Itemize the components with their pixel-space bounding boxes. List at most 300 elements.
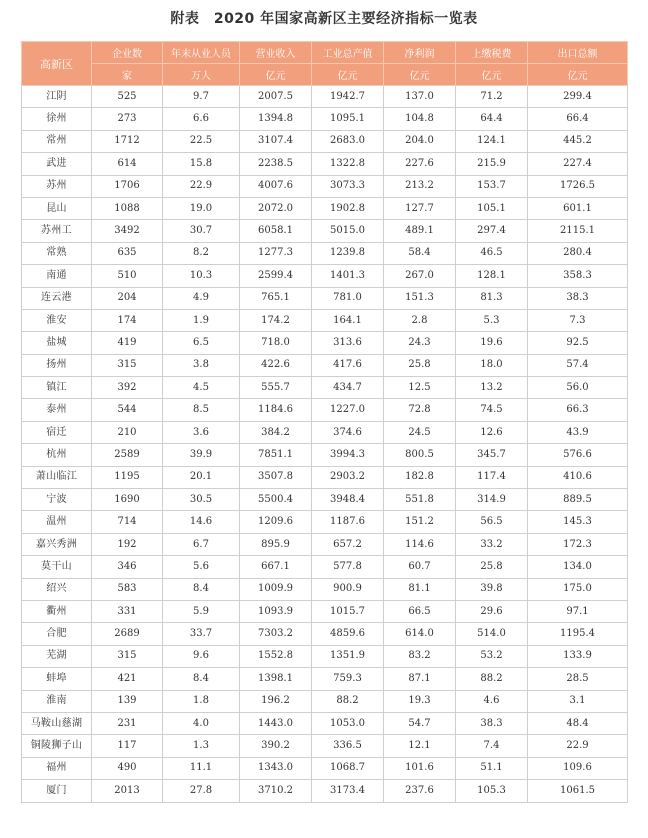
employees-cell: 8.5 [163, 399, 240, 421]
zone-name-cell: 常州 [22, 130, 92, 152]
revenue-cell: 1209.6 [240, 511, 312, 533]
export-cell: 43.9 [528, 421, 628, 443]
table-row [22, 712, 628, 734]
export-cell: 66.4 [528, 108, 628, 130]
export-cell: 56.0 [528, 377, 628, 399]
employees-cell: 6.6 [163, 108, 240, 130]
zone-name-cell: 杭州 [22, 444, 92, 466]
industrial-output-cell: 4859.6 [312, 623, 384, 645]
revenue-cell: 1343.0 [240, 757, 312, 779]
net-profit-cell: 19.3 [384, 690, 456, 712]
industrial-output-cell: 3173.4 [312, 780, 384, 802]
export-cell: 1726.5 [528, 175, 628, 197]
table-row [22, 466, 628, 488]
revenue-cell: 7303.2 [240, 623, 312, 645]
zone-name-cell: 南通 [22, 265, 92, 287]
net-profit-cell: 87.1 [384, 668, 456, 690]
employees-cell: 5.9 [163, 600, 240, 622]
taxes-cell: 56.5 [456, 511, 528, 533]
export-cell: 601.1 [528, 197, 628, 219]
revenue-cell: 2072.0 [240, 197, 312, 219]
employees-cell: 22.9 [163, 175, 240, 197]
zone-name-cell: 武进 [22, 153, 92, 175]
revenue-cell: 384.2 [240, 421, 312, 443]
zone-name-cell: 昆山 [22, 197, 92, 219]
net-profit-cell: 12.5 [384, 377, 456, 399]
zone-name-cell: 徐州 [22, 108, 92, 130]
enterprise-count-cell: 525 [92, 86, 163, 108]
zone-name-cell: 泰州 [22, 399, 92, 421]
zone-name-cell: 宿迁 [22, 421, 92, 443]
employees-cell: 1.3 [163, 735, 240, 757]
net-profit-cell: 24.3 [384, 332, 456, 354]
export-cell: 92.5 [528, 332, 628, 354]
zone-name-cell: 连云港 [22, 287, 92, 309]
industrial-output-cell: 1095.1 [312, 108, 384, 130]
enterprise-count-cell: 210 [92, 421, 163, 443]
industrial-output-cell: 164.1 [312, 309, 384, 331]
employees-cell: 39.9 [163, 444, 240, 466]
revenue-cell: 7851.1 [240, 444, 312, 466]
enterprise-count-cell: 231 [92, 712, 163, 734]
net-profit-cell: 151.2 [384, 511, 456, 533]
table-row [22, 86, 628, 108]
employees-cell: 9.7 [163, 86, 240, 108]
table-row [22, 489, 628, 511]
revenue-cell: 555.7 [240, 377, 312, 399]
export-cell: 445.2 [528, 130, 628, 152]
export-cell: 280.4 [528, 242, 628, 264]
industrial-output-cell: 577.8 [312, 556, 384, 578]
zone-name-cell: 温州 [22, 511, 92, 533]
table-row [22, 511, 628, 533]
employees-cell: 1.8 [163, 690, 240, 712]
zone-name-cell: 常熟 [22, 242, 92, 264]
table-row [22, 153, 628, 175]
zone-name-cell: 铜陵狮子山 [22, 735, 92, 757]
taxes-cell: 64.4 [456, 108, 528, 130]
enterprise-count-cell: 583 [92, 578, 163, 600]
taxes-cell: 105.1 [456, 197, 528, 219]
header-column-unit: 亿元 [456, 64, 528, 86]
net-profit-cell: 204.0 [384, 130, 456, 152]
industrial-output-cell: 2903.2 [312, 466, 384, 488]
taxes-cell: 7.4 [456, 735, 528, 757]
taxes-cell: 215.9 [456, 153, 528, 175]
zone-name-cell: 嘉兴秀洲 [22, 533, 92, 555]
employees-cell: 8.4 [163, 668, 240, 690]
zone-name-cell: 马鞍山慈湖 [22, 712, 92, 734]
revenue-cell: 667.1 [240, 556, 312, 578]
industrial-output-cell: 1053.0 [312, 712, 384, 734]
industrial-output-cell: 1902.8 [312, 197, 384, 219]
net-profit-cell: 137.0 [384, 86, 456, 108]
revenue-cell: 718.0 [240, 332, 312, 354]
zone-name-cell: 蚌埠 [22, 668, 92, 690]
industrial-output-cell: 900.9 [312, 578, 384, 600]
table-row [22, 377, 628, 399]
export-cell: 299.4 [528, 86, 628, 108]
export-cell: 3.1 [528, 690, 628, 712]
net-profit-cell: 72.8 [384, 399, 456, 421]
industrial-output-cell: 88.2 [312, 690, 384, 712]
enterprise-count-cell: 2689 [92, 623, 163, 645]
table-row [22, 175, 628, 197]
net-profit-cell: 267.0 [384, 265, 456, 287]
revenue-cell: 1394.8 [240, 108, 312, 130]
revenue-cell: 1277.3 [240, 242, 312, 264]
net-profit-cell: 58.4 [384, 242, 456, 264]
industrial-output-cell: 3073.3 [312, 175, 384, 197]
net-profit-cell: 25.8 [384, 354, 456, 376]
net-profit-cell: 12.1 [384, 735, 456, 757]
industrial-output-cell: 1227.0 [312, 399, 384, 421]
employees-cell: 6.7 [163, 533, 240, 555]
employees-cell: 27.8 [163, 780, 240, 802]
export-cell: 889.5 [528, 489, 628, 511]
header-column-unit: 亿元 [312, 64, 384, 86]
header-column-unit: 亿元 [240, 64, 312, 86]
industrial-output-cell: 1322.8 [312, 153, 384, 175]
taxes-cell: 314.9 [456, 489, 528, 511]
zone-name-cell: 厦门 [22, 780, 92, 802]
export-cell: 2115.1 [528, 220, 628, 242]
net-profit-cell: 81.1 [384, 578, 456, 600]
revenue-cell: 6058.1 [240, 220, 312, 242]
enterprise-count-cell: 392 [92, 377, 163, 399]
taxes-cell: 53.2 [456, 645, 528, 667]
taxes-cell: 117.4 [456, 466, 528, 488]
table-row [22, 623, 628, 645]
industrial-output-cell: 3948.4 [312, 489, 384, 511]
export-cell: 133.9 [528, 645, 628, 667]
enterprise-count-cell: 2589 [92, 444, 163, 466]
industrial-output-cell: 1068.7 [312, 757, 384, 779]
zone-name-cell: 扬州 [22, 354, 92, 376]
revenue-cell: 3710.2 [240, 780, 312, 802]
export-cell: 172.3 [528, 533, 628, 555]
table-row [22, 444, 628, 466]
industrial-output-cell: 374.6 [312, 421, 384, 443]
export-cell: 22.9 [528, 735, 628, 757]
indicator-table [21, 41, 628, 803]
table-row [22, 690, 628, 712]
employees-cell: 1.9 [163, 309, 240, 331]
industrial-output-cell: 1187.6 [312, 511, 384, 533]
taxes-cell: 18.0 [456, 354, 528, 376]
export-cell: 109.6 [528, 757, 628, 779]
revenue-cell: 2599.4 [240, 265, 312, 287]
employees-cell: 4.0 [163, 712, 240, 734]
employees-cell: 3.6 [163, 421, 240, 443]
export-cell: 358.3 [528, 265, 628, 287]
zone-name-cell: 合肥 [22, 623, 92, 645]
zone-name-cell: 淮南 [22, 690, 92, 712]
revenue-cell: 895.9 [240, 533, 312, 555]
revenue-cell: 3507.8 [240, 466, 312, 488]
employees-cell: 11.1 [163, 757, 240, 779]
zone-name-cell: 盐城 [22, 332, 92, 354]
header-column-name: 工业总产值 [312, 42, 384, 64]
enterprise-count-cell: 139 [92, 690, 163, 712]
table-row [22, 780, 628, 802]
net-profit-cell: 66.5 [384, 600, 456, 622]
revenue-cell: 2238.5 [240, 153, 312, 175]
enterprise-count-cell: 419 [92, 332, 163, 354]
industrial-output-cell: 1351.9 [312, 645, 384, 667]
table-row [22, 399, 628, 421]
table-row [22, 197, 628, 219]
header-column-unit: 亿元 [528, 64, 628, 86]
enterprise-count-cell: 614 [92, 153, 163, 175]
industrial-output-cell: 417.6 [312, 354, 384, 376]
employees-cell: 15.8 [163, 153, 240, 175]
industrial-output-cell: 657.2 [312, 533, 384, 555]
header-column-name: 出口总额 [528, 42, 628, 64]
zone-name-cell: 衢州 [22, 600, 92, 622]
enterprise-count-cell: 635 [92, 242, 163, 264]
net-profit-cell: 24.5 [384, 421, 456, 443]
export-cell: 57.4 [528, 354, 628, 376]
export-cell: 48.4 [528, 712, 628, 734]
taxes-cell: 4.6 [456, 690, 528, 712]
revenue-cell: 2007.5 [240, 86, 312, 108]
export-cell: 1061.5 [528, 780, 628, 802]
zone-name-cell: 苏州工 [22, 220, 92, 242]
industrial-output-cell: 781.0 [312, 287, 384, 309]
net-profit-cell: 101.6 [384, 757, 456, 779]
header-column-name: 净利润 [384, 42, 456, 64]
enterprise-count-cell: 273 [92, 108, 163, 130]
net-profit-cell: 2.8 [384, 309, 456, 331]
enterprise-count-cell: 204 [92, 287, 163, 309]
taxes-cell: 25.8 [456, 556, 528, 578]
net-profit-cell: 54.7 [384, 712, 456, 734]
taxes-cell: 345.7 [456, 444, 528, 466]
zone-name-cell: 萧山临江 [22, 466, 92, 488]
employees-cell: 30.7 [163, 220, 240, 242]
net-profit-cell: 182.8 [384, 466, 456, 488]
table-row [22, 600, 628, 622]
taxes-cell: 105.3 [456, 780, 528, 802]
enterprise-count-cell: 421 [92, 668, 163, 690]
taxes-cell: 297.4 [456, 220, 528, 242]
export-cell: 1195.4 [528, 623, 628, 645]
employees-cell: 9.6 [163, 645, 240, 667]
enterprise-count-cell: 1712 [92, 130, 163, 152]
table-row [22, 130, 628, 152]
employees-cell: 8.4 [163, 578, 240, 600]
industrial-output-cell: 1239.8 [312, 242, 384, 264]
enterprise-count-cell: 714 [92, 511, 163, 533]
enterprise-count-cell: 3492 [92, 220, 163, 242]
revenue-cell: 196.2 [240, 690, 312, 712]
enterprise-count-cell: 1195 [92, 466, 163, 488]
industrial-output-cell: 434.7 [312, 377, 384, 399]
table-row [22, 421, 628, 443]
enterprise-count-cell: 1088 [92, 197, 163, 219]
zone-name-cell: 绍兴 [22, 578, 92, 600]
employees-cell: 4.9 [163, 287, 240, 309]
employees-cell: 8.2 [163, 242, 240, 264]
enterprise-count-cell: 331 [92, 600, 163, 622]
net-profit-cell: 127.7 [384, 197, 456, 219]
zone-name-cell: 淮安 [22, 309, 92, 331]
taxes-cell: 39.8 [456, 578, 528, 600]
header-column-name: 营业收入 [240, 42, 312, 64]
employees-cell: 22.5 [163, 130, 240, 152]
zone-name-cell: 芜湖 [22, 645, 92, 667]
net-profit-cell: 489.1 [384, 220, 456, 242]
employees-cell: 14.6 [163, 511, 240, 533]
export-cell: 28.5 [528, 668, 628, 690]
header-zone-label: 高新区 [22, 42, 92, 86]
taxes-cell: 33.2 [456, 533, 528, 555]
taxes-cell: 13.2 [456, 377, 528, 399]
table-row [22, 332, 628, 354]
zone-name-cell: 江阴 [22, 86, 92, 108]
revenue-cell: 1009.9 [240, 578, 312, 600]
enterprise-count-cell: 174 [92, 309, 163, 331]
revenue-cell: 1093.9 [240, 600, 312, 622]
header-column-unit: 万人 [163, 64, 240, 86]
export-cell: 410.6 [528, 466, 628, 488]
industrial-output-cell: 1401.3 [312, 265, 384, 287]
revenue-cell: 1398.1 [240, 668, 312, 690]
export-cell: 7.3 [528, 309, 628, 331]
taxes-cell: 19.6 [456, 332, 528, 354]
industrial-output-cell: 2683.0 [312, 130, 384, 152]
revenue-cell: 765.1 [240, 287, 312, 309]
taxes-cell: 74.5 [456, 399, 528, 421]
net-profit-cell: 104.8 [384, 108, 456, 130]
header-column-name: 年末从业人员 [163, 42, 240, 64]
employees-cell: 30.5 [163, 489, 240, 511]
export-cell: 227.4 [528, 153, 628, 175]
header-column-unit: 家 [92, 64, 163, 86]
enterprise-count-cell: 315 [92, 354, 163, 376]
zone-name-cell: 莫干山 [22, 556, 92, 578]
net-profit-cell: 614.0 [384, 623, 456, 645]
taxes-cell: 81.3 [456, 287, 528, 309]
industrial-output-cell: 1015.7 [312, 600, 384, 622]
table-row [22, 309, 628, 331]
taxes-cell: 46.5 [456, 242, 528, 264]
table-row [22, 242, 628, 264]
table-header [22, 42, 628, 86]
revenue-cell: 1184.6 [240, 399, 312, 421]
zone-name-cell: 福州 [22, 757, 92, 779]
net-profit-cell: 151.3 [384, 287, 456, 309]
net-profit-cell: 114.6 [384, 533, 456, 555]
taxes-cell: 153.7 [456, 175, 528, 197]
employees-cell: 3.8 [163, 354, 240, 376]
revenue-cell: 1552.8 [240, 645, 312, 667]
taxes-cell: 88.2 [456, 668, 528, 690]
revenue-cell: 1443.0 [240, 712, 312, 734]
employees-cell: 10.3 [163, 265, 240, 287]
table-row [22, 108, 628, 130]
enterprise-count-cell: 490 [92, 757, 163, 779]
industrial-output-cell: 759.3 [312, 668, 384, 690]
taxes-cell: 51.1 [456, 757, 528, 779]
enterprise-count-cell: 1706 [92, 175, 163, 197]
export-cell: 175.0 [528, 578, 628, 600]
taxes-cell: 38.3 [456, 712, 528, 734]
table-row [22, 287, 628, 309]
table-row [22, 220, 628, 242]
zone-name-cell: 镇江 [22, 377, 92, 399]
revenue-cell: 174.2 [240, 309, 312, 331]
header-unit-row [22, 64, 628, 86]
employees-cell: 19.0 [163, 197, 240, 219]
table-row [22, 556, 628, 578]
taxes-cell: 124.1 [456, 130, 528, 152]
net-profit-cell: 227.6 [384, 153, 456, 175]
employees-cell: 20.1 [163, 466, 240, 488]
export-cell: 38.3 [528, 287, 628, 309]
enterprise-count-cell: 117 [92, 735, 163, 757]
enterprise-count-cell: 315 [92, 645, 163, 667]
industrial-output-cell: 313.6 [312, 332, 384, 354]
industrial-output-cell: 336.5 [312, 735, 384, 757]
zone-name-cell: 苏州 [22, 175, 92, 197]
taxes-cell: 514.0 [456, 623, 528, 645]
header-column-unit: 亿元 [384, 64, 456, 86]
net-profit-cell: 800.5 [384, 444, 456, 466]
net-profit-cell: 551.8 [384, 489, 456, 511]
enterprise-count-cell: 192 [92, 533, 163, 555]
enterprise-count-cell: 1690 [92, 489, 163, 511]
export-cell: 576.6 [528, 444, 628, 466]
table-row [22, 354, 628, 376]
enterprise-count-cell: 510 [92, 265, 163, 287]
export-cell: 134.0 [528, 556, 628, 578]
table-row [22, 735, 628, 757]
net-profit-cell: 213.2 [384, 175, 456, 197]
taxes-cell: 29.6 [456, 600, 528, 622]
industrial-output-cell: 3994.3 [312, 444, 384, 466]
employees-cell: 5.6 [163, 556, 240, 578]
enterprise-count-cell: 544 [92, 399, 163, 421]
table-row [22, 668, 628, 690]
table-body [22, 86, 628, 803]
export-cell: 66.3 [528, 399, 628, 421]
employees-cell: 33.7 [163, 623, 240, 645]
header-column-name: 企业数 [92, 42, 163, 64]
enterprise-count-cell: 2013 [92, 780, 163, 802]
taxes-cell: 128.1 [456, 265, 528, 287]
taxes-cell: 5.3 [456, 309, 528, 331]
export-cell: 145.3 [528, 511, 628, 533]
net-profit-cell: 83.2 [384, 645, 456, 667]
employees-cell: 6.5 [163, 332, 240, 354]
zone-name-cell: 宁波 [22, 489, 92, 511]
revenue-cell: 5500.4 [240, 489, 312, 511]
table-row [22, 578, 628, 600]
table-row [22, 645, 628, 667]
table-row [22, 757, 628, 779]
table-title: 附表 2020 年国家高新区主要经济指标一览表 [170, 11, 478, 27]
revenue-cell: 422.6 [240, 354, 312, 376]
taxes-cell: 71.2 [456, 86, 528, 108]
enterprise-count-cell: 346 [92, 556, 163, 578]
net-profit-cell: 237.6 [384, 780, 456, 802]
industrial-output-cell: 1942.7 [312, 86, 384, 108]
revenue-cell: 390.2 [240, 735, 312, 757]
header-name-row [22, 42, 628, 64]
employees-cell: 4.5 [163, 377, 240, 399]
